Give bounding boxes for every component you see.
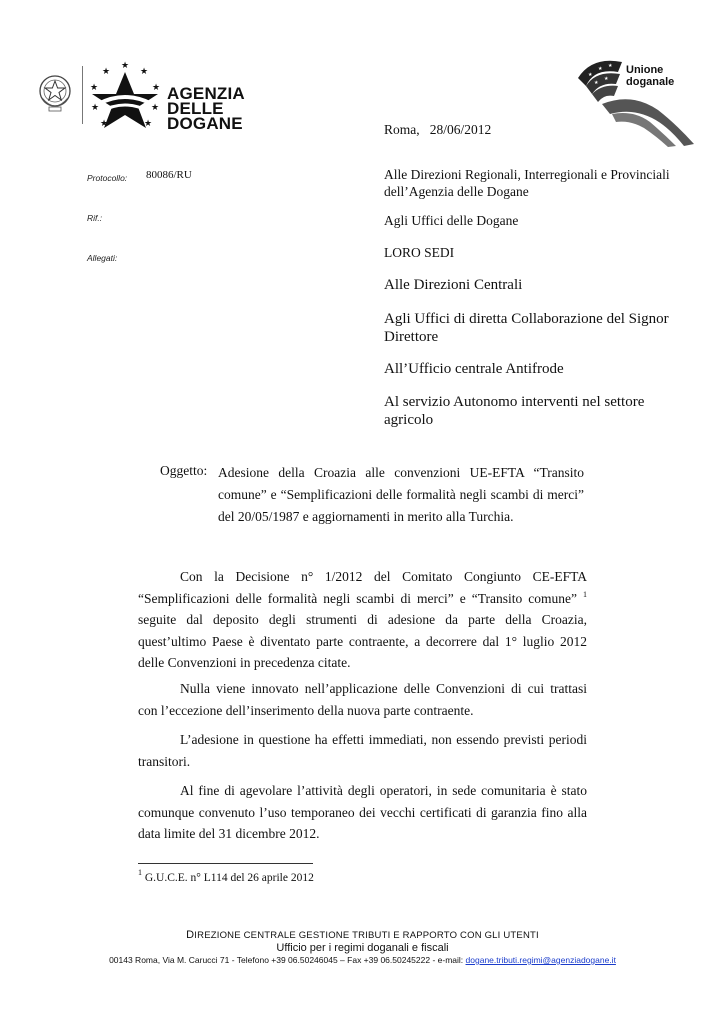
footer-email-link[interactable]: dogane.tributi.regimi@agenziadogane.it [465, 955, 616, 965]
svg-text:★: ★ [588, 72, 593, 78]
footnote-ref: 1 [583, 589, 587, 599]
svg-text:★: ★ [594, 80, 599, 86]
svg-text:★: ★ [91, 103, 100, 113]
svg-text:★: ★ [140, 67, 149, 77]
protocollo-value: 80086/RU [146, 169, 192, 181]
body-paragraph-1 [138, 566, 587, 674]
footer-office-initial: D [186, 929, 195, 941]
footer-address-text: 00143 Roma, Via M. Carucci 71 - Telefono +39 06.50246045 – Fax +39 06.50245222 - e-mail: [109, 955, 464, 965]
svg-text:★: ★ [608, 63, 613, 69]
footer-address [0, 955, 725, 965]
partner-logo-line1: Unione [626, 64, 664, 76]
body-paragraph-2 [138, 678, 587, 721]
republic-emblem-icon [36, 70, 74, 116]
svg-text:★: ★ [152, 83, 161, 93]
recipient-antifraud-office: All’Ufficio centrale Antifrode [384, 361, 564, 377]
subject-text: Adesione della Croazia alle convenzioni UE-EFTA “Transito comune” e “Semplificazioni delle formalità negli scambi di merci” del 20/05/1987 e aggiornamenti in merito alla Turchia. [218, 465, 584, 524]
rif-label: Rif.: [87, 213, 103, 223]
agency-name-line3: DOGANE [167, 114, 243, 133]
agency-name-line2: DELLE [167, 99, 224, 118]
svg-text:★: ★ [90, 83, 99, 93]
recipient-central-directorates: Alle Direzioni Centrali [384, 277, 523, 293]
agency-star-logo-icon [88, 60, 162, 130]
header-divider [82, 66, 83, 124]
body-paragraph-4-text: Al fine di agevolare l’attività degli operatori, in sede comunitaria è stato comunque convenuto l’uso temporaneo dei vecchi certificati di garanzia fino alla data limite del 31 dicembre 2012. [138, 783, 587, 841]
allegati-label: Allegati: [87, 253, 118, 263]
body-paragraph-1-part-b: seguite dal deposito degli strumenti di adesione da parte della Croazia, quest’ultimo Paese è diventato parte contraente, a decorrere dal 1° luglio 2012 delle Convenzioni in precedenza citate. [138, 612, 587, 670]
body-paragraph-3-text: L’adesione in questione ha effetti immediati, non essendo previsti periodi transitori. [138, 732, 587, 769]
partner-logo-line2: doganale [626, 76, 675, 88]
place-date: Roma, 28/06/2012 [384, 122, 492, 137]
footnote-text: G.U.C.E. n° L114 del 26 aprile 2012 [144, 872, 314, 884]
footnote-number: 1 [138, 868, 142, 877]
recipient-customs-offices: Agli Uffici delle Dogane [384, 213, 519, 228]
body-paragraph-3 [138, 729, 587, 772]
recipient-agricultural-service: Al servizio Autonomo interventi nel settore agricolo [384, 394, 645, 428]
customs-union-logo-icon [572, 52, 704, 148]
subject-label: Oggetto: [160, 463, 208, 478]
footnote [138, 868, 314, 884]
footer-office-rest: IREZIONE CENTRALE GESTIONE TRIBUTI E RAPPORTO CON GLI UTENTI [194, 930, 539, 941]
footnote-separator [138, 863, 313, 864]
svg-text:★: ★ [604, 76, 609, 82]
agency-name-line1: AGENZIA [167, 84, 245, 103]
body-paragraph-2-text: Nulla viene innovato nell’applicazione delle Convenzioni di cui trattasi con l’eccezione dell’inserimento della nuova parte contraente. [138, 681, 587, 718]
svg-text:★: ★ [151, 103, 160, 113]
svg-text:★: ★ [144, 119, 153, 129]
svg-text:★: ★ [598, 66, 603, 72]
svg-text:★: ★ [121, 61, 130, 71]
recipient-regional-directorates: Alle Direzioni Regionali, Interregionali e Provinciali dell’Agenzia delle Dogane [384, 167, 670, 199]
svg-text:★: ★ [100, 119, 109, 129]
recipient-direct-collaboration-offices: Agli Uffici di diretta Collaborazione del Signor Direttore [384, 311, 669, 345]
protocollo-label: Protocollo: [87, 173, 128, 183]
body-paragraph-1-part-a: Con la Decisione n° 1/2012 del Comitato Congiunto CE-EFTA “Semplificazioni delle formalità negli scambi di merci” e “Transito comune” [138, 569, 587, 606]
footer-office-name [0, 929, 725, 941]
footer-sub-office: Ufficio per i regimi doganali e fiscali [276, 942, 449, 954]
svg-text:★: ★ [102, 67, 111, 77]
body-paragraph-4 [138, 780, 587, 845]
recipient-loro-sedi: LORO SEDI [384, 245, 455, 260]
